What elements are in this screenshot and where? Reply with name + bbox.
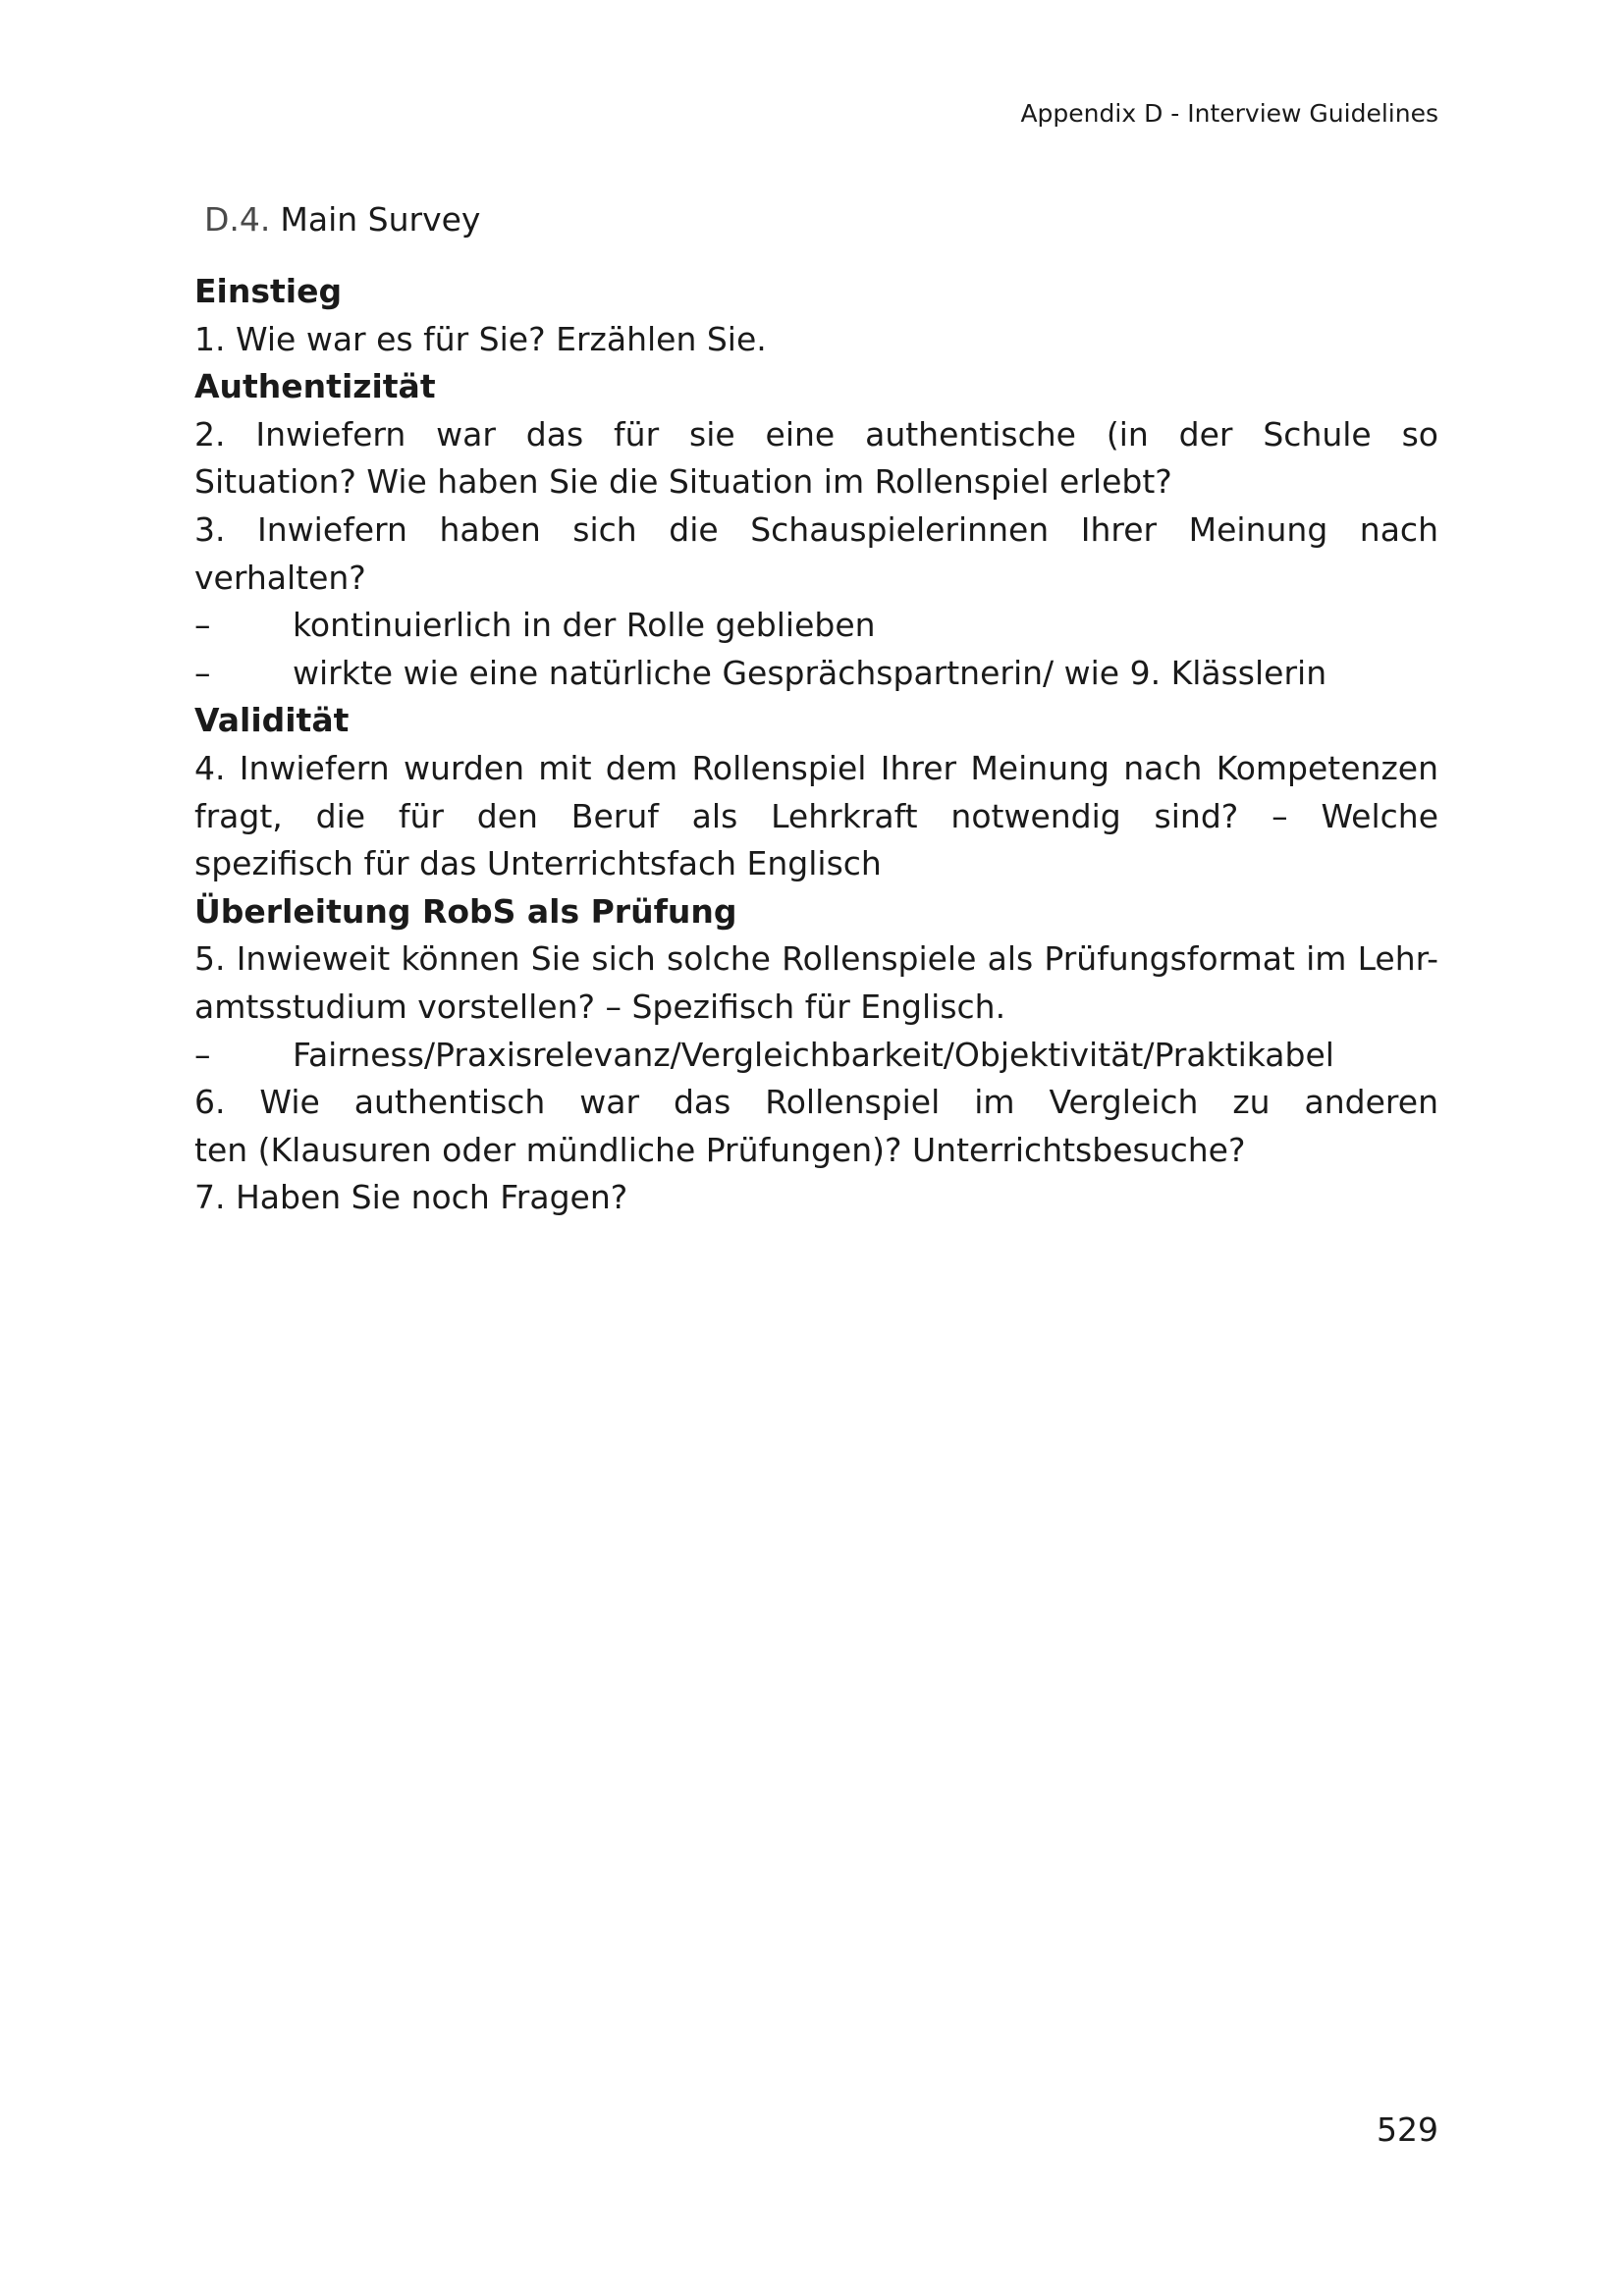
dash-marker: – xyxy=(194,653,211,692)
section-number: D.4. xyxy=(204,200,271,239)
bullet-item xyxy=(194,650,1438,698)
question-line: spezifisch für das Unterrichtsfach Englisch xyxy=(194,844,882,883)
topic-heading: Überleitung RobS als Prüfung xyxy=(194,891,737,931)
section-heading xyxy=(204,200,480,240)
question-line: 7. Haben Sie noch Fragen? xyxy=(194,1178,628,1217)
question-line: fragt, die für den Beruf als Lehrkraft notwendig sind? – Welche xyxy=(194,796,1438,835)
question-line: amtsstudium vorstellen? – Spezifisch für Englisch. xyxy=(194,987,1006,1026)
question-line: 2. Inwiefern war das für sie eine authentische (in der Schule so xyxy=(194,414,1438,454)
interview-questions xyxy=(194,268,1438,1222)
question-line: 5. Inwieweit können Sie sich solche Rollenspiele als Prüfungsformat im Lehr- xyxy=(194,939,1438,979)
question-line: 1. Wie war es für Sie? Erzählen Sie. xyxy=(194,319,767,358)
question-line: 4. Inwiefern wurden mit dem Rollenspiel Ihrer Meinung nach Kompetenzen xyxy=(194,748,1438,787)
bullet-text: wirkte wie eine natürliche Gesprächspartnerin/ wie 9. Klässlerin xyxy=(293,653,1327,692)
topic-heading: Einstieg xyxy=(194,272,343,310)
topic-heading: Authentizität xyxy=(194,367,436,406)
question-line: verhalten? xyxy=(194,558,366,597)
question-line: Situation? Wie haben Sie die Situation im Rollenspiel erlebt? xyxy=(194,462,1172,502)
page-number: 529 xyxy=(1377,2110,1438,2149)
bullet-item xyxy=(194,602,1438,650)
question-line: 3. Inwiefern haben sich die Schauspielerinnen Ihrer Meinung nach xyxy=(194,509,1438,549)
dash-marker: – xyxy=(194,1035,211,1074)
dash-marker: – xyxy=(194,606,211,645)
bullet-text: Fairness/Praxisrelevanz/Vergleichbarkeit/Objektivität/Praktikabel xyxy=(293,1035,1334,1074)
bullet-item xyxy=(194,1032,1438,1080)
topic-heading: Validität xyxy=(194,701,350,740)
section-title: Main Survey xyxy=(280,200,481,239)
question-line: ten (Klausuren oder mündliche Prüfungen)? Unterrichtsbesuche? xyxy=(194,1130,1246,1169)
running-header: Appendix D - Interview Guidelines xyxy=(1020,99,1438,128)
question-line: 6. Wie authentisch war das Rollenspiel im Vergleich zu anderen xyxy=(194,1083,1438,1122)
bullet-text: kontinuierlich in der Rolle geblieben xyxy=(293,606,876,645)
